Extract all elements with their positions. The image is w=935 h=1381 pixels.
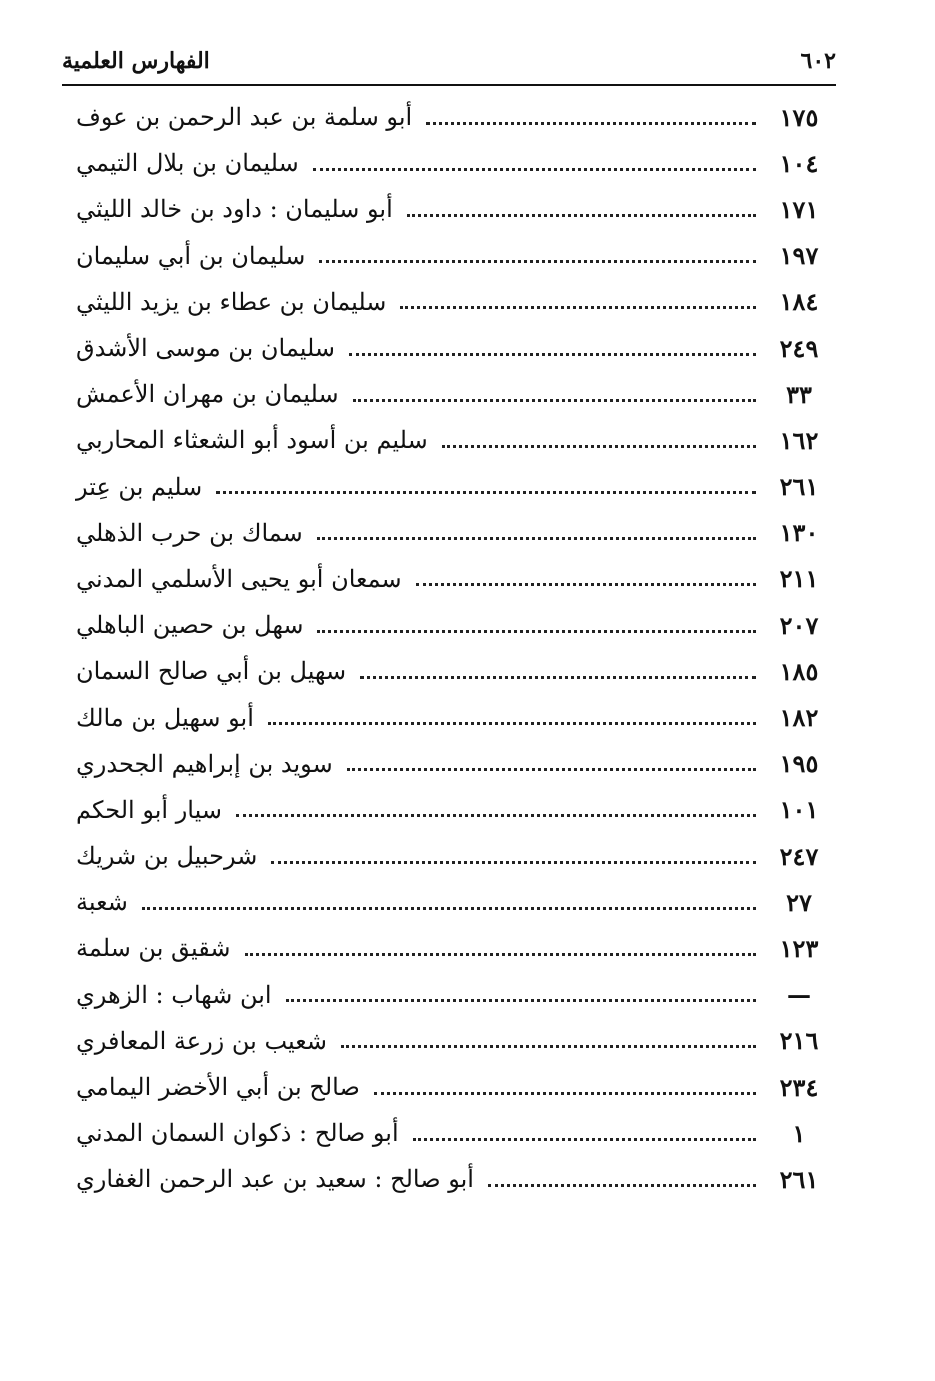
entry-name: أبو صالح : ذكوان السمان المدني (76, 1119, 399, 1148)
entry-name: سليمان بن عطاء بن يزيد الليثي (76, 287, 387, 316)
index-entry (70, 279, 832, 325)
entry-name: سليمان بن أبي سليمان (76, 241, 306, 270)
entry-page-number: ١٧١ (779, 194, 819, 224)
dot-leader (317, 630, 756, 633)
entry-name: سليمان بن موسى الأشدق (76, 334, 335, 363)
entry-page-number: ١٦٢ (779, 425, 819, 455)
dot-leader (271, 861, 756, 864)
dot-leader (407, 214, 756, 217)
dot-leader (413, 1138, 756, 1141)
entry-name: سماك بن حرب الذهلي (76, 518, 303, 547)
index-entry (70, 833, 832, 879)
index-entry (70, 417, 832, 463)
index-entry (70, 787, 832, 833)
entry-name: سويد بن إبراهيم الجحدري (76, 749, 333, 778)
dot-leader (313, 168, 756, 171)
index-entry (70, 1110, 832, 1156)
entry-name: سيار أبو الحكم (76, 795, 222, 824)
entry-page-number: — (787, 980, 811, 1010)
entry-name: شقيق بن سلمة (76, 934, 231, 963)
page-number: ٦٠٢ (800, 48, 836, 74)
dot-leader (216, 491, 756, 494)
entry-page-number: ٢٣٤ (779, 1072, 819, 1102)
running-title: الفهارس العلمية (62, 48, 210, 74)
entry-page-number: ٢٤٧ (779, 841, 819, 871)
dot-leader (347, 768, 756, 771)
index-entry (70, 1156, 832, 1202)
dot-leader (426, 122, 756, 125)
entry-page-number: ٢٦١ (779, 1164, 819, 1194)
entry-name: شرحبيل بن شريك (76, 842, 258, 871)
dot-leader (400, 306, 756, 309)
dot-leader (142, 907, 756, 910)
dot-leader (268, 722, 756, 725)
entry-name: سليم بن عِتر (76, 472, 203, 501)
entry-name: ابن شهاب : الزهري (76, 980, 272, 1009)
index-entry (70, 325, 832, 371)
entry-name: سهل بن حصين الباهلي (76, 611, 304, 640)
dot-leader (236, 814, 756, 817)
dot-leader (360, 676, 756, 679)
dot-leader (353, 399, 756, 402)
index-entry (70, 233, 832, 279)
index-entry (70, 556, 832, 602)
entry-page-number: ١٩٧ (779, 241, 819, 271)
entry-name: سليمان بن بلال التيمي (76, 149, 299, 178)
entry-page-number: ٢٠٧ (779, 610, 819, 640)
entry-page-number: ١٧٥ (779, 102, 819, 132)
entry-page-number: ١٨٥ (779, 656, 819, 686)
entry-name: صالح بن أبي الأخضر اليمامي (76, 1073, 360, 1102)
entry-name: أبو صالح : سعيد بن عبد الرحمن الغفاري (76, 1165, 474, 1194)
index-entry (70, 1064, 832, 1110)
dot-leader (349, 353, 756, 356)
header-rule (62, 84, 836, 86)
index-entry (70, 186, 832, 232)
entry-page-number: ٢٦١ (779, 472, 819, 502)
entry-page-number: ١٠٤ (779, 148, 819, 178)
entry-name: أبو سهيل بن مالك (76, 703, 254, 732)
index-entry (70, 925, 832, 971)
index-entry (70, 694, 832, 740)
dot-leader (416, 583, 756, 586)
dot-leader (374, 1092, 756, 1095)
dot-leader (341, 1045, 756, 1048)
dot-leader (319, 260, 756, 263)
entry-name: سليمان بن مهران الأعمش (76, 380, 339, 409)
entry-page-number: ١٩٥ (779, 749, 819, 779)
page-header (62, 42, 836, 82)
entry-page-number: ١ (792, 1118, 806, 1148)
entry-page-number: ١٢٣ (779, 933, 819, 963)
index-entry (70, 371, 832, 417)
entry-page-number: ١٨٤ (779, 287, 819, 317)
index-entry (70, 741, 832, 787)
dot-leader (488, 1184, 756, 1187)
entry-name: شعبة (76, 888, 128, 917)
dot-leader (245, 953, 756, 956)
entry-name: سهيل بن أبي صالح السمان (76, 657, 347, 686)
entry-name: شعيب بن زرعة المعافري (76, 1026, 327, 1055)
index-entry (70, 648, 832, 694)
entry-page-number: ٢٧ (786, 887, 812, 917)
index-entry (70, 510, 832, 556)
entry-page-number: ١٣٠ (779, 518, 819, 548)
index-entry (70, 602, 832, 648)
entry-name: سمعان أبو يحيى الأسلمي المدني (76, 564, 402, 593)
entry-page-number: ٣٣ (786, 379, 812, 409)
index-entry (70, 972, 832, 1018)
entry-name: أبو سلمة بن عبد الرحمن بن عوف (76, 103, 413, 132)
dot-leader (286, 999, 756, 1002)
entry-page-number: ١٠١ (779, 795, 819, 825)
dot-leader (442, 445, 756, 448)
index-entry (70, 879, 832, 925)
dot-leader (317, 537, 756, 540)
entry-page-number: ٢١٦ (779, 1026, 819, 1056)
entry-name: أبو سليمان : داود بن خالد الليثي (76, 195, 393, 224)
index-entry (70, 464, 832, 510)
index-entry (70, 1018, 832, 1064)
entry-page-number: ٢١١ (779, 564, 819, 594)
index-entry (70, 140, 832, 186)
entry-page-number: ٢٤٩ (779, 333, 819, 363)
index-entry (70, 94, 832, 140)
index-entries (70, 94, 832, 1203)
entry-page-number: ١٨٢ (779, 703, 819, 733)
entry-name: سليم بن أسود أبو الشعثاء المحاربي (76, 426, 428, 455)
